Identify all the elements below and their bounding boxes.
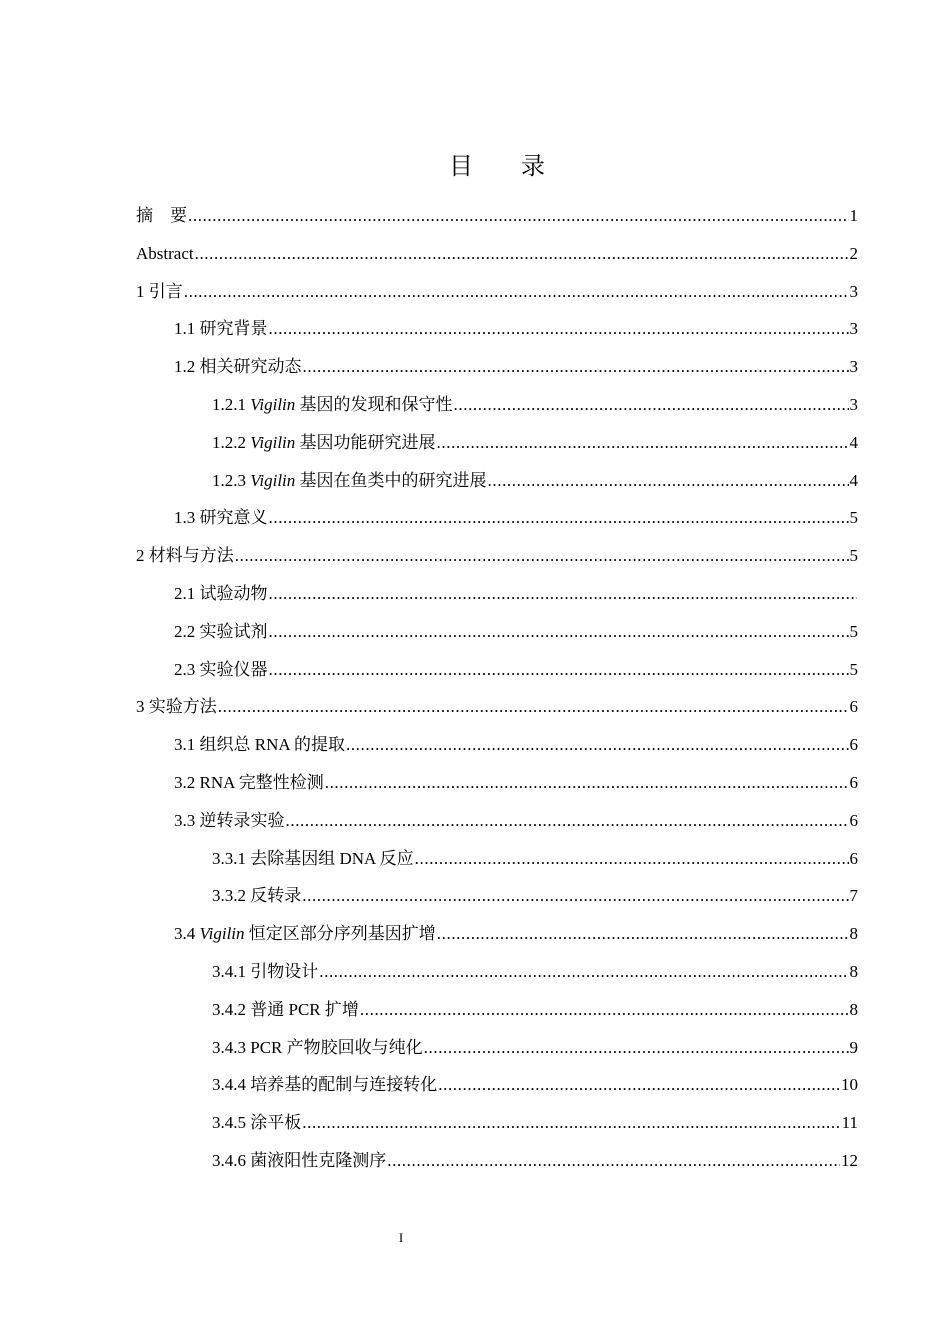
toc-page-number: 6 xyxy=(849,735,858,755)
label-text: 3.4.4 培养基的配制与连接转化 xyxy=(212,1075,438,1095)
toc-entry-label xyxy=(212,1035,423,1061)
toc-entry[interactable] xyxy=(136,1072,858,1110)
toc-entry[interactable] xyxy=(136,846,858,884)
label-text: 恒定区部分序列基因扩增 xyxy=(244,924,436,944)
toc-entry[interactable] xyxy=(136,543,858,581)
toc-entry-label xyxy=(136,694,217,720)
dot-leader xyxy=(360,997,849,1023)
title-left: 目 xyxy=(449,152,473,180)
toc-entry[interactable] xyxy=(136,1148,858,1186)
dot-leader xyxy=(302,1110,840,1136)
toc-entry-label xyxy=(212,392,453,418)
toc-entry[interactable] xyxy=(136,808,858,846)
toc-entry-label xyxy=(174,808,285,834)
label-text: 基因功能研究进展 xyxy=(295,432,436,452)
dot-leader xyxy=(269,619,849,645)
toc-entry-label xyxy=(212,1148,386,1174)
toc-entry[interactable] xyxy=(136,770,858,808)
toc-page-number: 8 xyxy=(849,961,858,981)
toc-entry[interactable] xyxy=(136,921,858,959)
toc-page-number: 2 xyxy=(849,243,858,263)
toc-entry[interactable] xyxy=(136,694,858,732)
toc-entry[interactable] xyxy=(136,241,858,279)
label-text: 2.2 实验试剂 xyxy=(174,621,268,641)
toc-entry-label xyxy=(212,846,414,872)
toc-entry-label xyxy=(136,279,183,305)
dot-leader xyxy=(437,430,849,456)
toc-page-number: 6 xyxy=(849,810,858,830)
toc-entry-label xyxy=(212,959,318,985)
gene-name-italic: Vigilin xyxy=(250,432,296,452)
toc-page-number: 6 xyxy=(849,697,858,717)
title-right: 录 xyxy=(521,152,545,180)
label-text: 1.3 研究意义 xyxy=(174,508,268,528)
toc-entry-label xyxy=(212,1110,301,1136)
label-text: 1.2.1 xyxy=(212,394,251,414)
dot-leader xyxy=(286,808,849,834)
toc-entry-label xyxy=(174,619,268,645)
toc-entry[interactable] xyxy=(136,883,858,921)
label-text: 1.2.2 xyxy=(212,432,251,452)
toc-entry[interactable] xyxy=(136,505,858,543)
label-text: 2.1 试验动物 xyxy=(174,583,268,603)
label-text: 3.4.6 菌液阳性克隆测序 xyxy=(212,1150,387,1170)
label-text: 3.4.2 普通 PCR 扩增 xyxy=(212,999,359,1019)
toc-entry-label xyxy=(212,430,436,456)
toc-page-number: 11 xyxy=(841,1113,858,1133)
toc-entry-label xyxy=(174,657,268,683)
toc-page-number: 10 xyxy=(841,1075,858,1095)
label-text: 基因的发现和保守性 xyxy=(295,394,453,414)
label-text: 3.4.1 引物设计 xyxy=(212,961,319,981)
toc-page-number: 8 xyxy=(849,924,858,944)
toc-entry-label xyxy=(212,468,487,494)
label-text: 3.4.5 涂平板 xyxy=(212,1113,302,1133)
toc-entry[interactable] xyxy=(136,997,858,1035)
toc-page-number: 6 xyxy=(849,848,858,868)
dot-leader xyxy=(319,959,848,985)
toc-entry-label xyxy=(212,1072,437,1098)
dot-leader xyxy=(415,846,849,872)
label-text: 3.2 RNA 完整性检测 xyxy=(174,772,324,792)
toc-entry[interactable] xyxy=(136,1035,858,1073)
toc-page-number: 3 xyxy=(849,394,858,414)
toc-page-number: 3 xyxy=(849,357,858,377)
toc-entry-label xyxy=(212,883,301,909)
toc-entry[interactable] xyxy=(136,316,858,354)
toc-entry[interactable] xyxy=(136,392,858,430)
label-text: 3.3.2 反转录 xyxy=(212,886,302,906)
label-text: Abstract xyxy=(136,243,194,263)
toc-page-number: 7 xyxy=(849,886,858,906)
toc-entry-label xyxy=(174,505,268,531)
dot-leader xyxy=(269,316,849,342)
dot-leader xyxy=(325,770,849,796)
label-text: 3.1 组织总 RNA 的提取 xyxy=(174,735,345,755)
toc-page-number: 12 xyxy=(841,1150,858,1170)
toc-entry-label xyxy=(136,543,234,569)
toc-entry[interactable] xyxy=(136,959,858,997)
toc-entry[interactable] xyxy=(136,1110,858,1148)
toc-entry-label xyxy=(174,354,302,380)
label-text: 1.1 研究背景 xyxy=(174,319,268,339)
toc-page-number: 9 xyxy=(849,1037,858,1057)
label-text: 3.3.1 去除基因组 DNA 反应 xyxy=(212,848,414,868)
toc-entry-label xyxy=(174,581,268,607)
gene-name-italic: Vigilin xyxy=(199,924,245,944)
toc-entry[interactable] xyxy=(136,732,858,770)
dot-leader xyxy=(195,241,849,267)
dot-leader xyxy=(269,581,858,607)
dot-leader xyxy=(438,1072,840,1098)
toc-entry-label xyxy=(136,241,194,267)
toc-page-number: 3 xyxy=(849,319,858,339)
label-text: 2 材料与方法 xyxy=(136,546,234,566)
toc-entry[interactable] xyxy=(136,430,858,468)
dot-leader xyxy=(387,1148,840,1174)
toc-entry[interactable] xyxy=(136,279,858,317)
dot-leader xyxy=(303,354,849,380)
label-text: 3.3 逆转录实验 xyxy=(174,810,285,830)
label-text: 1.2 相关研究动态 xyxy=(174,357,302,377)
toc-page-number: 5 xyxy=(849,546,858,566)
toc-page-number: 4 xyxy=(849,470,858,490)
label-text: 1 引言 xyxy=(136,281,183,301)
label-text: 3.4 xyxy=(174,924,200,944)
label-text: 基因在鱼类中的研究进展 xyxy=(295,470,487,490)
dot-leader xyxy=(218,694,849,720)
gene-name-italic: Vigilin xyxy=(250,470,296,490)
toc-entry-label xyxy=(174,732,345,758)
toc-entry-label xyxy=(136,203,187,229)
footer-page-number: I xyxy=(398,1230,404,1245)
dot-leader xyxy=(269,657,849,683)
label-text: 1.2.3 xyxy=(212,470,251,490)
toc-entry-label xyxy=(174,770,324,796)
dot-leader xyxy=(437,921,849,947)
dot-leader xyxy=(269,505,849,531)
label-text: 3.4.3 PCR 产物胶回收与纯化 xyxy=(212,1037,423,1057)
toc-entry[interactable] xyxy=(136,581,858,619)
toc-entry[interactable] xyxy=(136,354,858,392)
label-text: 3 实验方法 xyxy=(136,697,217,717)
page-title xyxy=(136,146,858,181)
toc-entry[interactable] xyxy=(136,203,858,241)
dot-leader xyxy=(488,468,849,494)
label-text: 2.3 实验仪器 xyxy=(174,659,268,679)
gene-name-italic: Vigilin xyxy=(250,394,296,414)
toc-page-number: 5 xyxy=(849,508,858,528)
toc-page-number: 3 xyxy=(849,281,858,301)
dot-leader xyxy=(454,392,849,418)
dot-leader xyxy=(188,203,849,229)
toc-entry-label xyxy=(174,921,436,947)
dot-leader xyxy=(235,543,849,569)
toc-entry-label xyxy=(174,316,268,342)
toc-entry[interactable] xyxy=(136,657,858,695)
table-of-contents xyxy=(136,203,858,1186)
toc-entry[interactable] xyxy=(136,468,858,506)
toc-entry-label xyxy=(212,997,359,1023)
dot-leader xyxy=(346,732,849,758)
toc-page-number: 5 xyxy=(849,621,858,641)
toc-page-number: 1 xyxy=(849,206,858,225)
toc-page-number: 4 xyxy=(849,432,858,452)
label-text: 摘 要 xyxy=(136,206,187,225)
toc-entry[interactable] xyxy=(136,619,858,657)
toc-page-number: 6 xyxy=(849,772,858,792)
toc-page-number: 8 xyxy=(849,999,858,1019)
toc-page-number: 5 xyxy=(849,659,858,679)
dot-leader xyxy=(184,279,849,305)
dot-leader xyxy=(424,1035,849,1061)
dot-leader xyxy=(302,883,848,909)
